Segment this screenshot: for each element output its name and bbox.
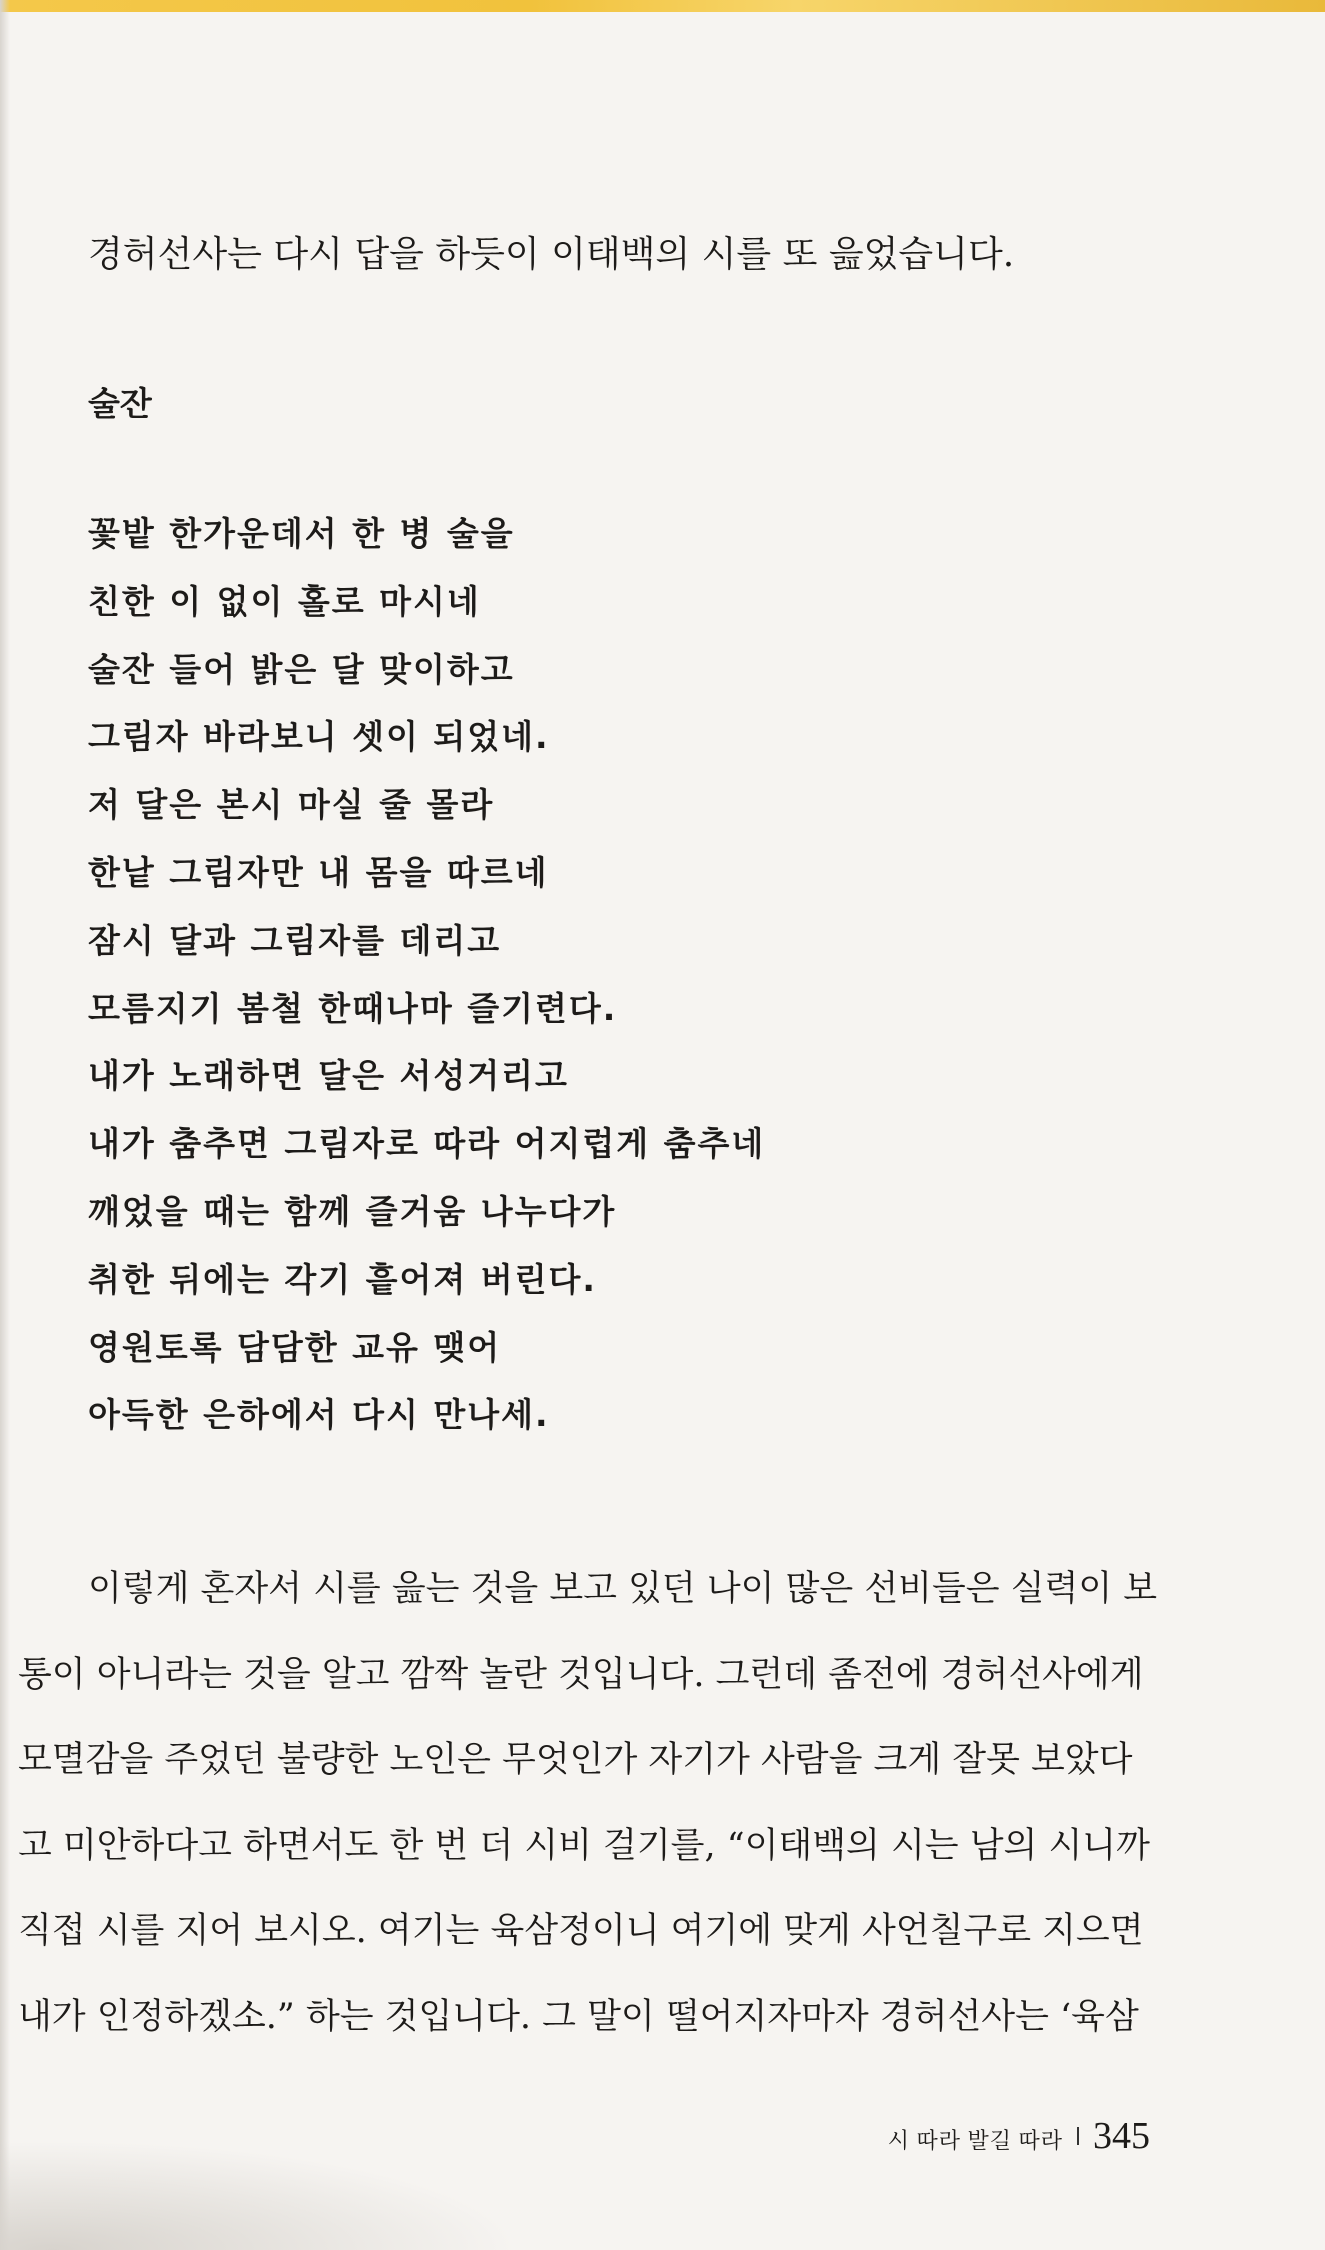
body-line: 이렇게 혼자서 시를 읊는 것을 보고 있던 나이 많은 선비들은 실력이 보 bbox=[88, 1569, 1158, 1609]
poem-title: 술잔 bbox=[88, 384, 152, 423]
poem-line: 영원토록 담담한 교유 맺어 bbox=[88, 1327, 502, 1367]
poem-line: 깨었을 때는 함께 즐거움 나누다가 bbox=[88, 1191, 617, 1231]
poem-line: 그림자 바라보니 셋이 되었네. bbox=[88, 717, 550, 757]
page-footer bbox=[888, 2114, 1150, 2158]
poem-line: 아득한 은하에서 다시 만나세. bbox=[88, 1395, 550, 1435]
poem-line: 저 달은 본시 마실 줄 몰라 bbox=[88, 785, 495, 825]
poem-line: 술잔 들어 밝은 달 맞이하고 bbox=[88, 649, 515, 689]
poem-line: 내가 춤추면 그림자로 따라 어지럽게 춤추네 bbox=[88, 1124, 766, 1164]
running-title: 시 따라 발길 따라 bbox=[887, 2128, 1063, 2153]
body-line: 고 미안하다고 하면서도 한 번 더 시비 걸기를, “이태백의 시는 남의 시니까 bbox=[18, 1825, 1150, 1866]
poem-line: 내가 노래하면 달은 서성거리고 bbox=[88, 1056, 569, 1096]
page-number: 345 bbox=[1093, 2115, 1150, 2157]
poem-line: 잠시 달과 그림자를 데리고 bbox=[88, 920, 502, 960]
body-line: 내가 인정하겠소.” 하는 것입니다. 그 말이 떨어지자마자 경허선사는 ‘육삼 bbox=[18, 1996, 1139, 2037]
poem-line: 모름지기 봄철 한때나마 즐기련다. bbox=[88, 988, 618, 1028]
intro-paragraph: 경허선사는 다시 답을 하듯이 이태백의 시를 또 읊었습니다. bbox=[88, 234, 1015, 275]
poem-line: 꽃밭 한가운데서 한 병 술을 bbox=[88, 514, 515, 553]
poem-line: 한낱 그림자만 내 몸을 따르네 bbox=[88, 852, 549, 892]
footer-separator bbox=[1077, 2127, 1079, 2145]
poem-line: 친한 이 없이 홀로 마시네 bbox=[88, 581, 481, 621]
body-line: 모멸감을 주었던 불량한 노인은 무엇인가 자기가 사람을 크게 잘못 보았다 bbox=[18, 1740, 1133, 1781]
body-line: 직접 시를 지어 보시오. 여기는 육삼정이니 여기에 맞게 사언칠구로 지으면 bbox=[18, 1911, 1144, 1952]
body-line: 통이 아니라는 것을 알고 깜짝 놀란 것입니다. 그런데 좀전에 경허선사에게 bbox=[18, 1654, 1144, 1695]
poem-body bbox=[88, 510, 1088, 1459]
body-paragraph bbox=[18, 1562, 1158, 2076]
poem-line: 취한 뒤에는 각기 흩어져 버린다. bbox=[88, 1259, 597, 1299]
